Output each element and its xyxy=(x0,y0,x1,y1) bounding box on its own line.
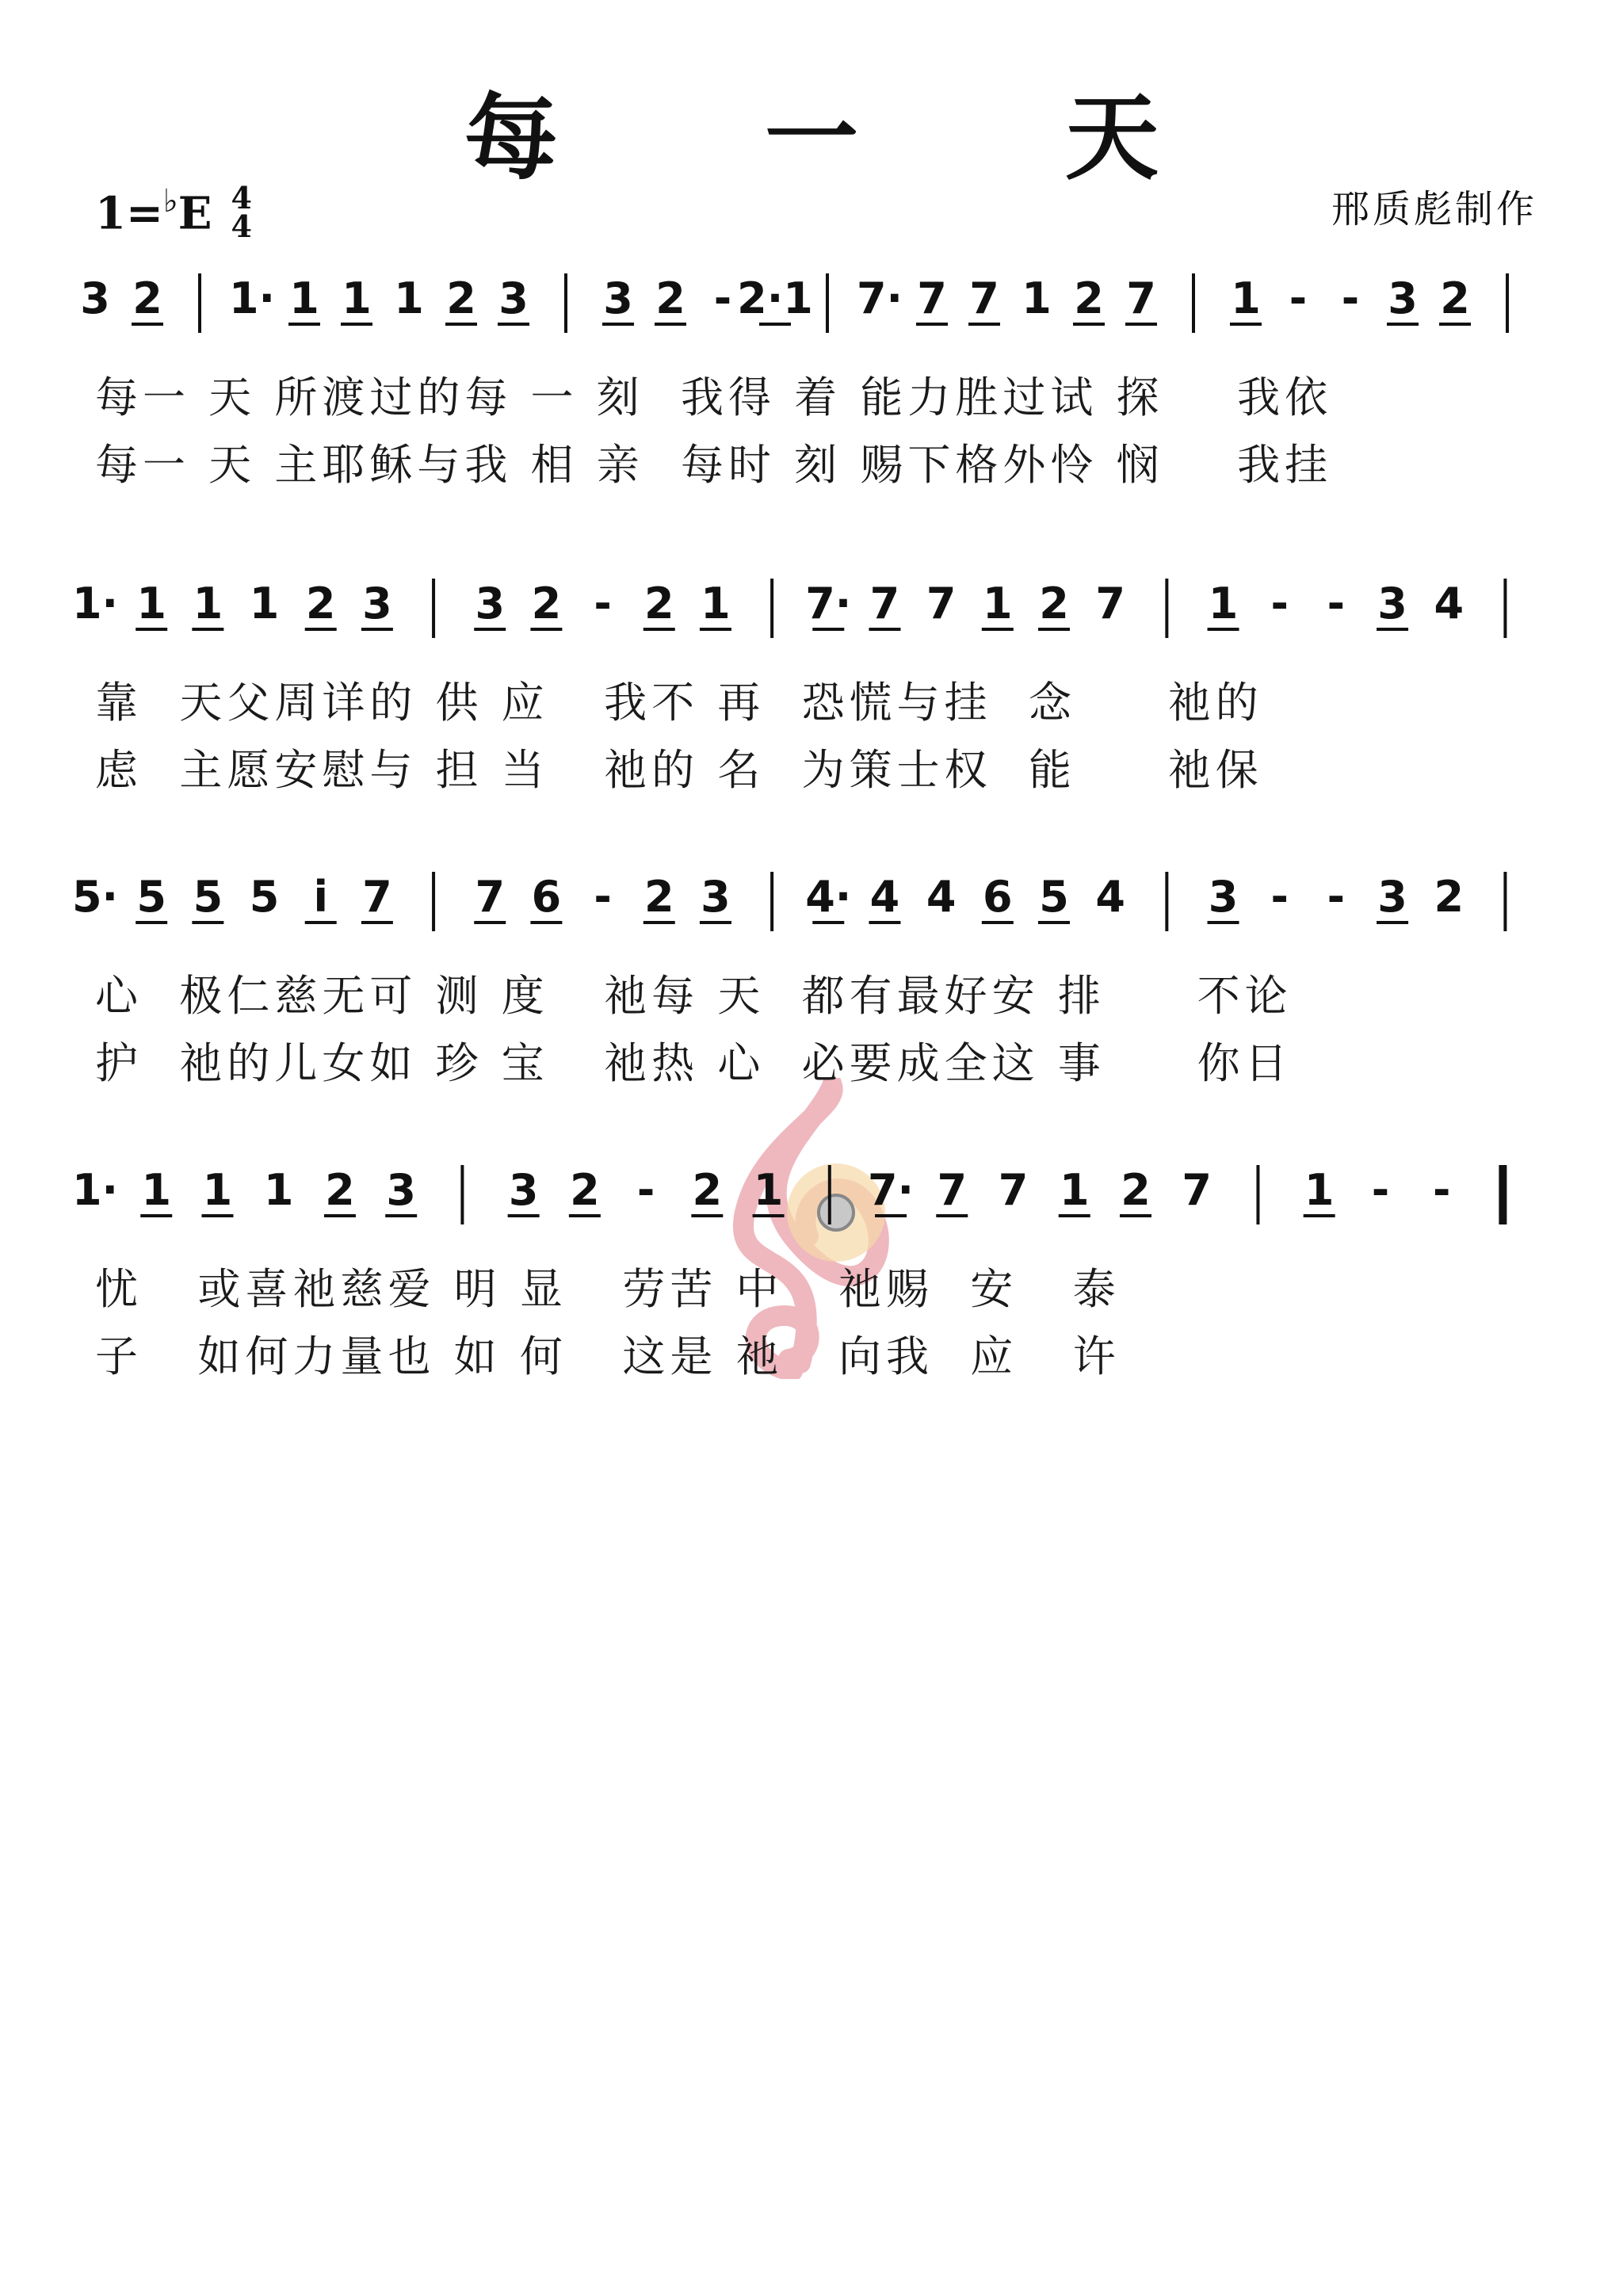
note: 5· xyxy=(71,872,119,922)
time-top: 4 xyxy=(231,180,252,216)
note: 1 xyxy=(1059,1165,1090,1215)
note: 4 xyxy=(869,872,900,922)
note: 7 xyxy=(475,872,506,922)
note: 3 xyxy=(1377,872,1407,922)
note: 2 xyxy=(643,579,674,628)
note: 7 xyxy=(1126,273,1156,323)
note: 2 xyxy=(570,1165,600,1215)
note: 1 xyxy=(1208,579,1239,628)
note: 4· xyxy=(805,872,852,922)
note: 2 xyxy=(643,872,674,922)
note: 2 xyxy=(655,273,685,323)
note: 3 xyxy=(362,579,392,628)
arranger-credit: 邢质彪制作 xyxy=(1331,187,1537,231)
note: 2 xyxy=(1039,579,1069,628)
note: 2 xyxy=(531,579,562,628)
note: 1 xyxy=(289,273,319,323)
note: 3 xyxy=(1377,579,1407,628)
note: 1 xyxy=(141,1165,172,1215)
song-title: 每 一 天 xyxy=(464,82,1247,193)
lyric-line: 护 祂的儿女如 珍 宝 祂热 心 必要成全这 事 你日 xyxy=(95,1038,1293,1088)
note: 5 xyxy=(1039,872,1069,922)
note: 1 xyxy=(1304,1165,1335,1215)
note: 3 xyxy=(1208,872,1239,922)
note: 1 xyxy=(394,273,424,323)
key-note: E xyxy=(178,187,212,240)
note: 1 xyxy=(1231,273,1261,323)
note: 1 xyxy=(1022,273,1052,323)
note: 1 xyxy=(249,579,280,628)
note: 2 xyxy=(1074,273,1104,323)
note: 7· xyxy=(856,273,903,323)
note: 2 xyxy=(325,1165,355,1215)
note: 7 xyxy=(998,1165,1029,1215)
hold-dash: - xyxy=(1432,1165,1451,1215)
note: 2 xyxy=(1121,1165,1151,1215)
note: 7· xyxy=(805,579,852,628)
note: 3 xyxy=(386,1165,416,1215)
hold-dash: - xyxy=(1270,579,1289,628)
note: 7 xyxy=(869,579,900,628)
lyric-line: 虑 主愿安慰与 担 当 祂的 名 为策士权 能 祂保 xyxy=(95,745,1263,795)
hold-dash: - xyxy=(713,273,732,323)
lyric-line: 靠 天父周详的 供 应 我不 再 恐慌与挂 念 祂的 xyxy=(95,678,1263,728)
note: 1 xyxy=(136,579,166,628)
hold-dash: - xyxy=(1371,1165,1390,1215)
note: 5 xyxy=(136,872,166,922)
note: 1· xyxy=(228,273,276,323)
lyric-line: 子 如何力量也 如 何 这是 祂 向我 应 许 xyxy=(95,1331,1121,1381)
note: 3 xyxy=(603,273,633,323)
lyric-line: 每一 天 所渡过的每 一 刻 我得 着 能力胜过试 探 我依 xyxy=(95,372,1333,422)
note: 3 xyxy=(498,273,529,323)
note: 5 xyxy=(249,872,280,922)
hold-dash: - xyxy=(636,1165,655,1215)
note: 7 xyxy=(362,872,392,922)
hold-dash: - xyxy=(1341,273,1360,323)
lyric-line: 每一 天 主耶稣与我 相 亲 每时 刻 赐下格外怜 悯 我挂 xyxy=(95,440,1333,490)
note: 2 xyxy=(1434,872,1465,922)
lyric-line: 忧 或喜祂慈爱 明 显 劳苦 中 祂赐 安 泰 xyxy=(95,1264,1121,1314)
note: 2 xyxy=(692,1165,723,1215)
note: 7 xyxy=(969,273,999,323)
note: 1 xyxy=(193,579,223,628)
note: 1 xyxy=(342,273,372,323)
note: 7· xyxy=(867,1165,915,1215)
note: 6 xyxy=(531,872,562,922)
note: 5 xyxy=(193,872,223,922)
note: 1· xyxy=(71,1165,119,1215)
note: 7 xyxy=(926,579,957,628)
time-bottom: 4 xyxy=(231,208,252,244)
note: 1 xyxy=(983,579,1013,628)
note: 3 xyxy=(1388,273,1418,323)
note: 3 xyxy=(701,872,731,922)
note: 1· xyxy=(71,579,119,628)
note: 3 xyxy=(508,1165,539,1215)
note: 2 xyxy=(1440,273,1470,323)
hold-dash: - xyxy=(1289,273,1308,323)
hold-dash: - xyxy=(1327,872,1346,922)
note: 4 xyxy=(926,872,957,922)
note: 7 xyxy=(937,1165,968,1215)
note: 1 xyxy=(202,1165,233,1215)
note: 6 xyxy=(983,872,1013,922)
note: 7 xyxy=(1182,1165,1212,1215)
note: 7 xyxy=(917,273,947,323)
note: 1 xyxy=(753,1165,784,1215)
note: 3 xyxy=(80,273,110,323)
key-prefix: 1= xyxy=(95,187,163,240)
note: 1 xyxy=(701,579,731,628)
note: i xyxy=(313,872,328,922)
note: 2 xyxy=(132,273,162,323)
note: 3 xyxy=(475,579,506,628)
hold-dash: - xyxy=(1270,872,1289,922)
note: 2·1 xyxy=(737,273,813,323)
note: 4 xyxy=(1434,579,1465,628)
hold-dash: - xyxy=(594,579,612,628)
hold-dash: - xyxy=(594,872,612,922)
note: 2 xyxy=(305,579,336,628)
note: 2 xyxy=(446,273,476,323)
note: 1 xyxy=(263,1165,294,1215)
lyric-line: 心 极仁慈无可 测 度 祂每 天 都有最好安 排 不论 xyxy=(95,971,1293,1021)
hold-dash: - xyxy=(1327,579,1346,628)
note: 7 xyxy=(1095,579,1125,628)
flat-sign: ♭ xyxy=(162,182,178,220)
note: 4 xyxy=(1095,872,1125,922)
